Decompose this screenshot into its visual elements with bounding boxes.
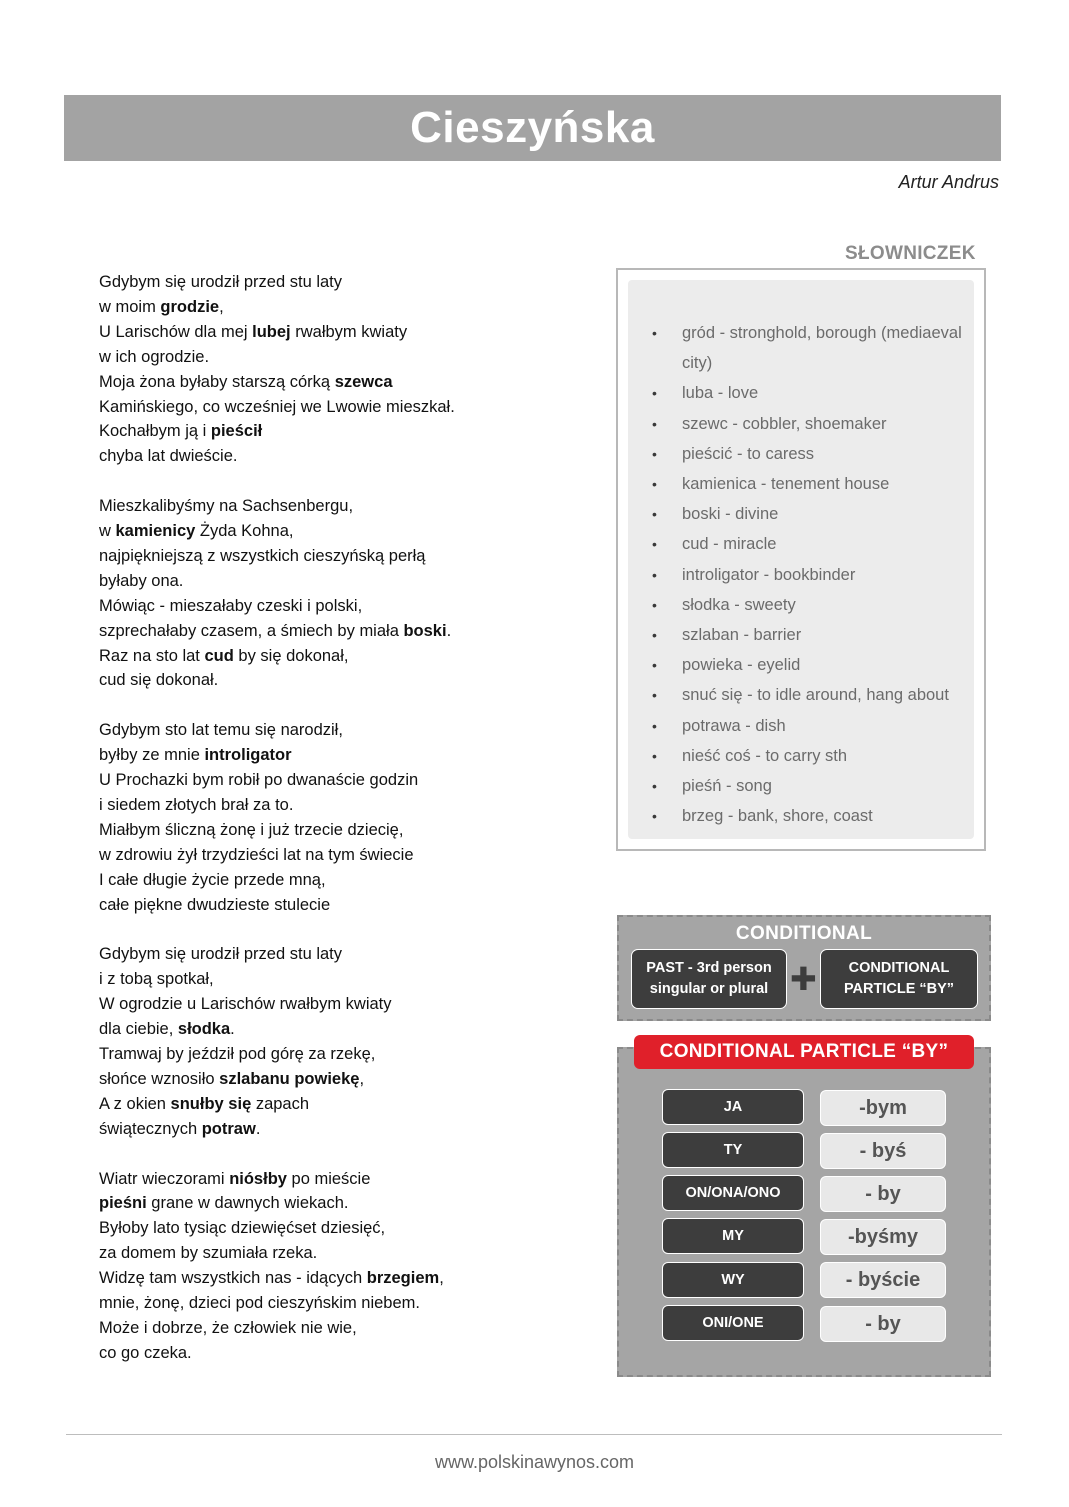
- glossary-text: introligator - bookbinder: [682, 565, 856, 584]
- poem-line: [99, 1341, 599, 1366]
- poem-text: U Prochazki bym robił po dwanaście godzin: [99, 771, 419, 790]
- poem-text: i siedem złotych brał za to.: [99, 796, 294, 814]
- poem-text: szprechałaby czasem, a śmiech by miała: [99, 621, 404, 640]
- poem-line: [99, 1067, 599, 1092]
- poem-line: [99, 569, 599, 594]
- past-tense-line2: singular or plural: [649, 981, 769, 997]
- poem-stanza: [99, 494, 599, 693]
- poem-text: W ogrodzie u Larischów rwałbym kwiaty: [99, 995, 392, 1014]
- poem-line: [99, 843, 599, 868]
- poem-line: [99, 1241, 599, 1266]
- vocab-word: pieścił: [210, 422, 263, 441]
- vocab-word: boski: [403, 621, 447, 640]
- form-my: -byśmy: [820, 1219, 946, 1255]
- glossary-text: nieść coś - to carry sth: [682, 746, 848, 765]
- glossary-text: brzeg - bank, shore, coast: [682, 807, 873, 826]
- bullet-icon: •: [652, 566, 657, 583]
- poem-text: Żyda Kohna,: [195, 522, 294, 541]
- poem-text: słońce wznosiło: [99, 1069, 220, 1088]
- poem-line: [99, 494, 599, 519]
- bullet-icon: •: [652, 778, 657, 795]
- glossary-item: [652, 741, 982, 771]
- poem-text: cud się dokonał.: [99, 671, 219, 690]
- form-ty: - byś: [820, 1133, 946, 1169]
- poem-line: [99, 768, 599, 793]
- poem-line: [99, 942, 599, 967]
- glossary-list: [652, 318, 982, 831]
- vocab-word: brzegiem: [366, 1269, 440, 1288]
- poem-line: [99, 818, 599, 843]
- glossary-text: powieka - eyelid: [682, 656, 801, 675]
- poem-text: by się dokonał,: [233, 646, 349, 665]
- bullet-icon: •: [652, 596, 657, 613]
- poem-text: byłaby ona.: [99, 571, 184, 590]
- particle-banner: CONDITIONAL PARTICLE “BY”: [634, 1035, 974, 1069]
- glossary-heading: SŁOWNICZEK: [845, 243, 976, 264]
- poem-line: [99, 893, 599, 918]
- glossary-text: pieśń - song: [682, 777, 772, 796]
- poem-stanza: [99, 1167, 599, 1366]
- poem-text: co go czeka.: [99, 1343, 192, 1362]
- poem-line: [99, 1117, 599, 1142]
- poem-text: Gdybym się urodził przed stu laty: [99, 945, 343, 964]
- poem-text: .: [255, 1119, 261, 1138]
- poem-line: [99, 668, 599, 693]
- poem-line: [99, 345, 599, 370]
- past-tense-line1: PAST - 3rd person: [646, 960, 772, 976]
- poem-line: [99, 444, 599, 469]
- vocab-word: lubej: [252, 322, 291, 341]
- glossary-text: cud - miracle: [682, 535, 777, 554]
- glossary-text: potrawa - dish: [682, 716, 786, 735]
- poem-line: [99, 1092, 599, 1117]
- poem-line: [99, 644, 599, 669]
- glossary-box: [616, 268, 986, 851]
- poem-text: Miałbym śliczną żonę i już trzecie dziecię,: [99, 820, 404, 839]
- poem-line: [99, 619, 599, 644]
- poem-text: grane w dawnych wiekach.: [146, 1194, 349, 1213]
- poem-line: [99, 1216, 599, 1241]
- glossary-item: [652, 378, 982, 408]
- poem-line: [99, 1017, 599, 1042]
- conditional-title: CONDITIONAL: [735, 923, 873, 944]
- vocab-word: kamienicy: [115, 522, 196, 541]
- poem-text: Może i dobrze, że człowiek nie wie,: [99, 1319, 357, 1337]
- poem-line: [99, 544, 599, 569]
- poem-text: I całe długie życie przede mną,: [99, 870, 326, 889]
- poem-stanza: [99, 270, 599, 469]
- plus-icon: ✚: [790, 961, 817, 997]
- poem-text: zapach: [251, 1094, 310, 1113]
- poem-text: w moim: [99, 297, 161, 316]
- poem-text: i z tobą spotkał,: [99, 970, 214, 989]
- poem-line: [99, 594, 599, 619]
- poem-text: Gdybym sto lat temu się narodził,: [99, 721, 343, 740]
- poem-line: [99, 1042, 599, 1067]
- footer-divider: [66, 1434, 1002, 1435]
- pronoun-on-ona-ono: ON/ONA/ONO: [662, 1175, 804, 1211]
- poem-text: Raz na sto lat: [99, 646, 205, 665]
- poem-text: mnie, żonę, dzieci pod cieszyńskim niebem.: [99, 1294, 420, 1313]
- poem-line: [99, 718, 599, 743]
- poem-text: byłby ze mnie: [99, 746, 205, 765]
- poem-line: [99, 1266, 599, 1291]
- poem-stanza: [99, 718, 599, 917]
- poem-line: [99, 743, 599, 768]
- glossary-item: [652, 409, 982, 439]
- glossary-item: [652, 771, 982, 801]
- poem-text: Gdybym się urodził przed stu laty: [99, 273, 343, 291]
- poem-text: ,: [439, 1269, 444, 1288]
- title-bar: [64, 95, 1001, 161]
- form-on-ona-ono: - by: [820, 1176, 946, 1212]
- poem-text: ,: [219, 297, 224, 316]
- bullet-icon: •: [652, 325, 657, 341]
- vocab-word: grodzie: [160, 297, 220, 316]
- author: Artur Andrus: [898, 172, 999, 192]
- glossary-text: snuć się - to idle around, hang about: [682, 686, 949, 705]
- vocab-word: szlabanu powiekę: [219, 1069, 360, 1088]
- glossary-item: [652, 318, 982, 378]
- glossary-item: [652, 469, 982, 499]
- glossary-inner: [628, 280, 974, 839]
- poem-text: w: [99, 522, 116, 541]
- glossary-text: kamienica - tenement house: [682, 475, 890, 494]
- poem-text: U Larischów dla mej: [99, 322, 253, 341]
- particle-pill-line1: CONDITIONAL: [848, 960, 950, 976]
- poem-text: Moja żona byłaby starszą córką: [99, 372, 335, 391]
- poem-text: Kochałbym ją i: [99, 422, 211, 441]
- glossary-item: [652, 499, 982, 529]
- past-tense-pill: [631, 949, 787, 1009]
- poem-text: rwałbym kwiaty: [290, 322, 408, 341]
- vocab-word: introligator: [204, 746, 292, 765]
- bullet-icon: •: [652, 657, 657, 674]
- bullet-icon: •: [652, 415, 657, 432]
- bullet-icon: •: [652, 506, 657, 523]
- poem-line: [99, 270, 599, 295]
- poem-line: [99, 1291, 599, 1316]
- pronoun-wy: WY: [662, 1262, 804, 1298]
- glossary-item: [652, 650, 982, 680]
- poem-text: całe piękne dwudzieste stulecie: [99, 895, 331, 914]
- glossary-text: pieścić - to caress: [682, 444, 815, 463]
- poem-text: za domem by szumiała rzeka.: [99, 1244, 318, 1263]
- bullet-icon: •: [652, 536, 657, 553]
- poem-text: Byłoby lato tysiąc dziewięćset dziesięć,: [99, 1219, 386, 1238]
- glossary-item: [652, 560, 982, 590]
- poem-line: [99, 1316, 599, 1341]
- poem-stanza: [99, 942, 599, 1141]
- poem-line: [99, 419, 599, 444]
- poem-text: Kamińskiego, co wcześniej we Lwowie mieszkał.: [99, 397, 455, 416]
- bullet-icon: •: [652, 445, 657, 462]
- glossary-text: gród - stronghold, borough (mediaeval city): [682, 324, 962, 373]
- glossary-item: [652, 590, 982, 620]
- glossary-text: szewc - cobbler, shoemaker: [682, 414, 887, 433]
- particle-pill-line2: PARTICLE “BY”: [843, 981, 955, 997]
- poem-line: [99, 967, 599, 992]
- poem-text: Tramwaj by jeździł pod górę za rzekę,: [99, 1045, 376, 1064]
- pronoun-my: MY: [662, 1218, 804, 1254]
- glossary-text: luba - love: [682, 384, 759, 403]
- vocab-word: pieśni: [99, 1194, 147, 1213]
- vocab-word: cud: [204, 646, 234, 665]
- vocab-word: szewca: [334, 372, 393, 391]
- poem-text: Mieszkalibyśmy na Sachsenbergu,: [99, 497, 354, 516]
- poem-text: ,: [359, 1069, 365, 1088]
- poem-text: świątecznych: [99, 1119, 202, 1138]
- conditional-box: [617, 915, 991, 1021]
- form-oni-one: - by: [820, 1306, 946, 1342]
- particle-pill: [820, 949, 978, 1009]
- poem-line: [99, 992, 599, 1017]
- poem-text: Widzę tam wszystkich nas - idących: [99, 1269, 367, 1288]
- bullet-icon: •: [652, 476, 657, 493]
- form-ja: -bym: [820, 1090, 946, 1126]
- poem-line: [99, 370, 599, 395]
- pronoun-ja: JA: [662, 1089, 804, 1125]
- glossary-item: [652, 711, 982, 741]
- poem-text: .: [230, 1020, 235, 1039]
- pronoun-oni-one: ONI/ONE: [662, 1305, 804, 1341]
- glossary-text: szlaban - barrier: [682, 626, 802, 645]
- poem-line: [99, 395, 599, 420]
- poem-text: w zdrowiu żył trzydzieści lat na tym świecie: [99, 845, 414, 864]
- vocab-word: niósłby: [229, 1169, 287, 1188]
- glossary-text: słodka - sweety: [682, 595, 796, 614]
- glossary-item: [652, 439, 982, 469]
- form-wy: - byście: [820, 1262, 946, 1298]
- poem-line: [99, 868, 599, 893]
- page-title: Cieszyńska: [410, 103, 655, 152]
- poem-text: .: [446, 621, 452, 640]
- glossary-text: boski - divine: [682, 505, 779, 524]
- poem-line: [99, 519, 599, 544]
- footer-url: www.polskinawynos.com: [434, 1452, 635, 1472]
- vocab-word: snułby się: [170, 1094, 252, 1113]
- poem-text: chyba lat dwieście.: [99, 447, 238, 466]
- bullet-icon: •: [652, 687, 657, 704]
- bullet-icon: •: [652, 808, 657, 825]
- poem-text: A z okien: [99, 1094, 171, 1113]
- poem-text: Mówiąc - mieszałaby czeski i polski,: [99, 596, 363, 615]
- glossary-item: [652, 680, 982, 710]
- bullet-icon: •: [652, 717, 657, 734]
- poem: [99, 270, 599, 1391]
- bullet-icon: •: [652, 385, 657, 402]
- poem-text: dla ciebie,: [99, 1020, 178, 1039]
- poem-text: w ich ogrodzie.: [99, 347, 210, 366]
- bullet-icon: •: [652, 747, 657, 764]
- glossary-item: [652, 801, 982, 831]
- poem-text: po mieście: [286, 1169, 371, 1188]
- bullet-icon: •: [652, 627, 657, 644]
- poem-line: [99, 320, 599, 345]
- pronoun-ty: TY: [662, 1132, 804, 1168]
- poem-text: najpiękniejszą z wszystkich cieszyńską perłą: [99, 546, 426, 565]
- poem-line: [99, 793, 599, 818]
- poem-line: [99, 295, 599, 320]
- poem-line: [99, 1191, 599, 1216]
- vocab-word: słodka: [177, 1020, 231, 1039]
- poem-line: [99, 1167, 599, 1192]
- glossary-item: [652, 529, 982, 559]
- glossary-item: [652, 620, 982, 650]
- poem-text: Wiatr wieczorami: [99, 1169, 230, 1188]
- vocab-word: potraw: [201, 1119, 256, 1138]
